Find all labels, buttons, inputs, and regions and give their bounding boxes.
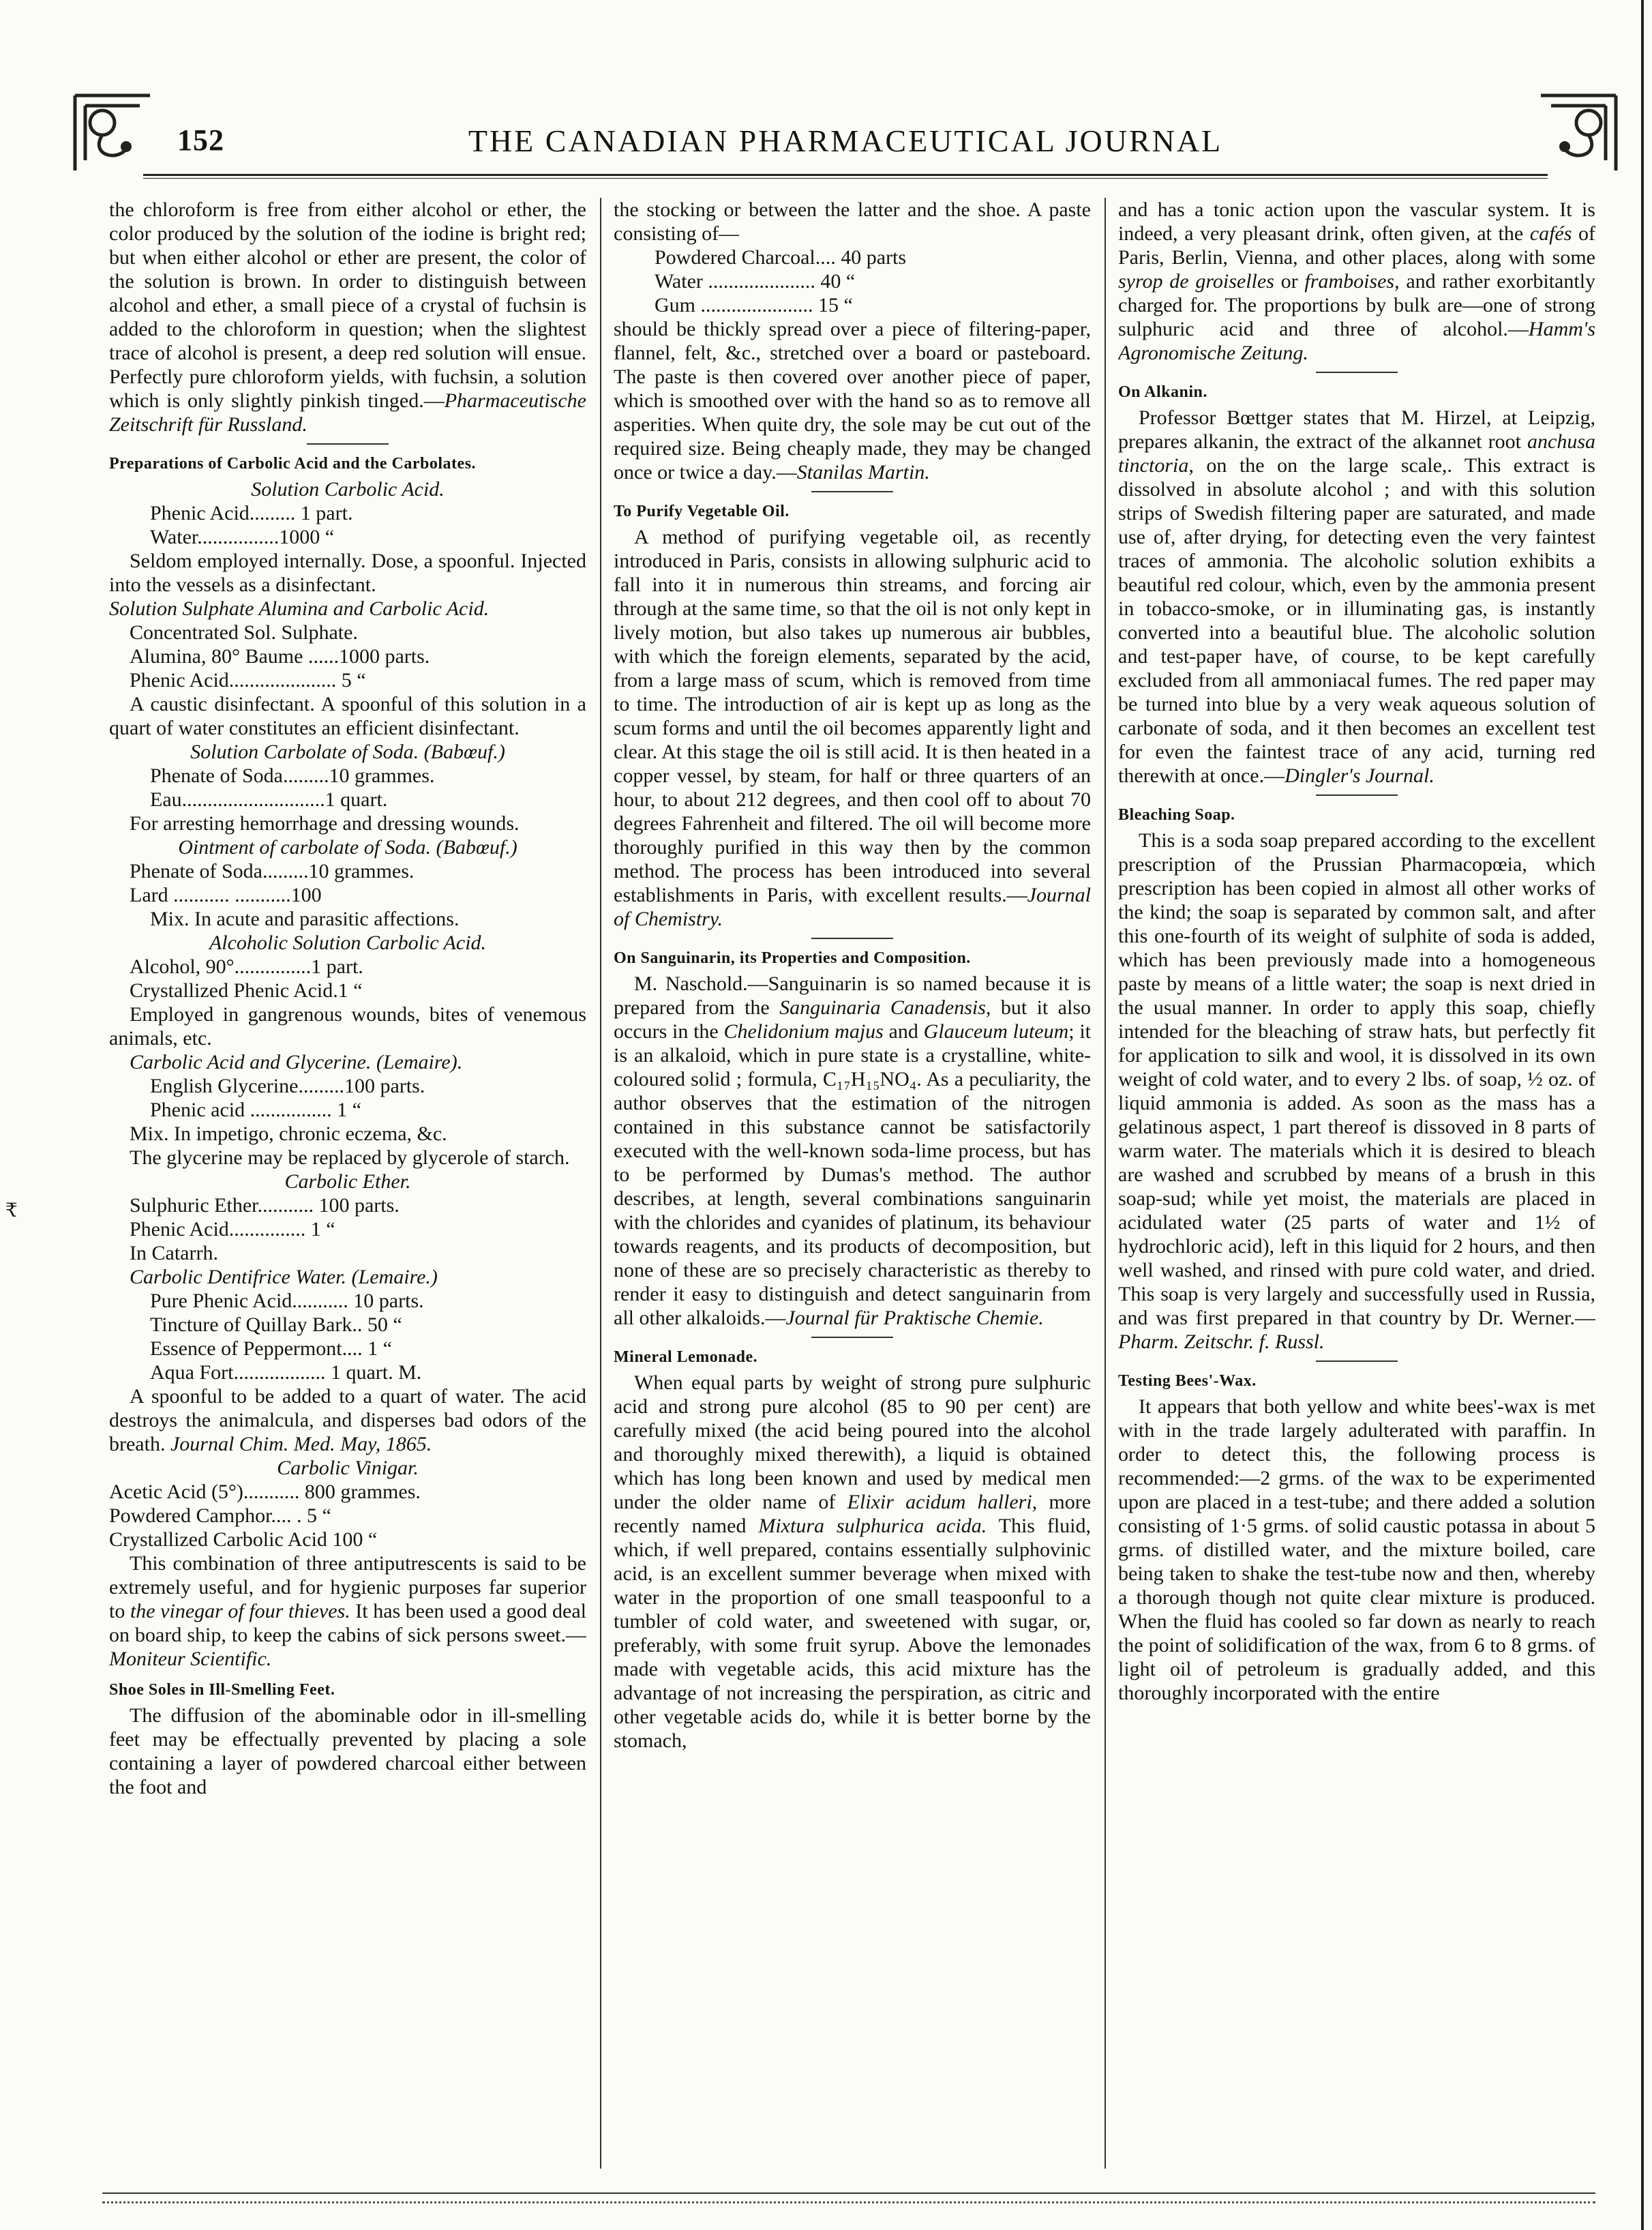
section-heading: To Purify Vegetable Oil.	[614, 503, 790, 520]
right-ornament-icon	[1527, 82, 1630, 184]
paragraph: For arresting hemorrhage and dressing wounds.	[130, 812, 520, 835]
recipe-title: Carbolic Vinigar.	[277, 1457, 419, 1479]
column-divider	[600, 198, 601, 2169]
recipe-line: Sulphuric Ether........... 100 parts.	[130, 1194, 400, 1217]
section-heading: Testing Bees'-Wax.	[1118, 1372, 1257, 1390]
column-2	[614, 198, 1091, 2182]
footer-border	[102, 2201, 1595, 2214]
margin-mark: ₹	[5, 1200, 18, 1221]
recipe-line: Eau............................1 quart.	[150, 788, 388, 811]
paragraph: This combination of three antiputrescents is said to be extremely useful, and for hygienic purposes far superior to the vinegar of four thieves. It has been used a good deal on board ship, to keep the cabins of sick persons sweet.—Moniteur Scientific.	[109, 1552, 586, 1670]
recipe-line: Alumina, 80° Baume ......1000 parts.	[130, 645, 430, 668]
paragraph: Professor Bœttger states that M. Hirzel, at Leipzig, prepares alkanin, the extract of the alkannet root anchusa tinctoria, on the on the large scale,. This extract is dissolved in absolute alcohol ; and with this solution strips of Swedish filtering paper are saturated, and made use of, after drying, for detecting even the very faintest traces of ammonia. The alcoholic solution exhibits a beautiful red colour, which, even by the ammonia present in tobacco-smoke, or in illuminating gas, is instantly converted into a beautiful blue. The alcoholic solution and test-paper have, of course, to be kept carefully excluded from all ammoniacal fumes. The red paper may be turned into blue by a very weak aqueous solution of carbonate of soda, and it then becomes an excellent test for even the faintest trace of any acid, turning red therewith at once.—Dingler's Journal.	[1118, 406, 1595, 787]
section-heading: Preparations of Carbolic Acid and the Carbolates.	[109, 455, 477, 473]
recipe-line: Alcohol, 90°...............1 part.	[130, 955, 363, 978]
section-heading: Shoe Soles in Ill-Smelling Feet.	[109, 1681, 335, 1699]
paragraph: the chloroform is free from either alcohol or ether, the color produced by the solution of the iodine is bright red; but when either alcohol or ether are present, the color of the solution is brown. In order to distinguish between alcohol and ether, a small piece of a crystal of fuchsin is added to the chloroform in question; when the slightest trace of alcohol is present, a deep red solution will ensue. Perfectly pure chloroform yields, with fuchsin, a solution which is only slightly pinkish tinged.—Pharmaceutische Zeitschrift für Russland.	[109, 198, 586, 436]
section-rule	[811, 1337, 893, 1338]
recipe-line: Lard ........... ...........100	[130, 884, 322, 906]
recipe-line: Essence of Peppermont.... 1 “	[150, 1337, 392, 1360]
paragraph: M. Naschold.—Sanguinarin is so named because it is prepared from the Sanguinaria Canadensis, but it also occurs in the Chelidonium majus and Glauceum luteum; it is an alkaloid, which in pure state is a crystalline, white-coloured solid ; formula, C₁₇H₁₅NO₄. As a peculiarity, the author observes that the estimation of the nitrogen contained in this substance cannot be satisfactorily executed with the well-known soda-lime process, but has to be performed by Dumas's method. The author describes, at length, several combinations sanguinarin with the chlorides and cyanides of platinum, its behaviour towards reagents, and its products of decomposition, but none of these are so precisely characteristic as thereby to render it easy to distinguish and detect sanguinarin from all other alkaloids.—Journal für Praktische Chemie.	[614, 972, 1091, 1329]
paragraph: A caustic disinfectant. A spoonful of this solution in a quart of water constitutes an efficient disinfectant.	[109, 693, 586, 739]
column-divider	[1105, 198, 1106, 2169]
paragraph: and has a tonic action upon the vascular system. It is indeed, a very pleasant drink, often given, at the cafés of Paris, Berlin, Vienna, and other places, along with some syrop de groiselles or framboises, and rather exorbitantly charged for. The proportions by bulk are—one of strong sulphuric acid and three of alcohol.—Hamm's Agronomische Zeitung.	[1118, 198, 1595, 364]
recipe-title: Alcoholic Solution Carbolic Acid.	[209, 932, 487, 954]
section-rule	[1316, 794, 1398, 796]
section-rule	[811, 491, 893, 492]
paragraph: When equal parts by weight of strong pure sulphuric acid and strong pure alcohol (85 to 90 per cent) are carefully mixed (the acid being poured into the alcohol and thoroughly mixed therewith), a liquid is obtained which has long been known and used by medical men under the older name of Elixir acidum halleri, more recently named Mixtura sulphurica acida. This fluid, which, if well prepared, contains essentially sulphovinic acid, is an excellent summer beverage when mixed with water in the proportion of one small teaspoonful to a tumbler of cold water, and sweetened with sugar, or, preferably, with some fruit syrup. Above the lemonades made with vegetable acids, this acid mixture has the advantage of not increasing the perspiration, as citric and other vegetable acids do, while it is better borne by the stomach,	[614, 1371, 1091, 1752]
column-3	[1118, 198, 1595, 2182]
recipe-line: Powdered Charcoal.... 40 parts	[655, 246, 907, 269]
section-heading: On Alkanin.	[1118, 383, 1207, 401]
footer-rule	[102, 2192, 1595, 2194]
recipe-line: Water................1000 “	[150, 526, 335, 548]
header-rule	[143, 174, 1548, 179]
recipe-line: Phenic Acid..................... 5 “	[130, 669, 366, 692]
section-heading: On Sanguinarin, its Properties and Composition.	[614, 949, 971, 967]
section-rule	[307, 443, 389, 445]
article-columns	[109, 198, 1609, 2182]
recipe-line: Phenic Acid............... 1 “	[130, 1218, 335, 1240]
journal-title: THE CANADIAN PHARMACEUTICAL JOURNAL	[468, 123, 1223, 158]
paragraph: The diffusion of the abominable odor in ill-smelling feet may be effectually prevented by placing a sole containing a layer of powdered charcoal either between the foot and	[109, 1704, 586, 1798]
paragraph: Seldom employed internally. Dose, a spoonful. Injected into the vessels as a disinfectant.	[109, 550, 586, 596]
recipe-title: Carbolic Ether.	[284, 1170, 411, 1193]
paragraph: should be thickly spread over a piece of filtering-paper, flannel, felt, &c., stretched over a board or pasteboard. The paste is then covered over another piece of paper, which is smoothed over with the hand so as to remove all asperities. When quite dry, the sole may be cut out of the required size. Being cheaply made, they may be changed once or twice a day.—Stanilas Martin.	[614, 318, 1091, 484]
recipe-line: Phenate of Soda.........10 grammes.	[150, 764, 435, 787]
recipe-line: Concentrated Sol. Sulphate.	[130, 621, 358, 644]
paragraph: The glycerine may be replaced by glycerole of starch.	[130, 1146, 570, 1169]
recipe-line: Gum ...................... 15 “	[655, 294, 853, 316]
recipe-line: Pure Phenic Acid........... 10 parts.	[150, 1290, 424, 1312]
recipe-title: Solution Sulphate Alumina and Carbolic Acid.	[109, 597, 490, 620]
recipe-line: English Glycerine.........100 parts.	[150, 1075, 425, 1097]
paragraph: A spoonful to be added to a quart of water. The acid destroys the animalcula, and disperses bad odors of the breath. Journal Chim. Med. May, 1865.	[109, 1385, 586, 1455]
recipe-line: Tincture of Quillay Bark.. 50 “	[150, 1313, 402, 1336]
recipe-line: Water ..................... 40 “	[655, 270, 856, 293]
recipe-title: Ointment of carbolate of Soda. (Babœuf.)	[178, 836, 517, 859]
recipe-title: Carbolic Dentifrice Water. (Lemaire.)	[130, 1266, 438, 1288]
paragraph: This is a soda soap prepared according to the excellent prescription of the Prussian Pharmacopœia, which prescription has been copied in almost all other works of the kind; the soap is separated by common salt, and after this one-fourth of its weight of sulphite of soda is added, which has been previously made into a homogeneous paste by means of a little water; the soap is next dried in the usual manner. In order to apply this soap, chiefly intended for the bleaching of straw hats, but perfectly fit for application to silk and wool, it is dissolved in its own weight of cold water, and to every 2 lbs. of soap, ½ oz. of liquid ammonia is added. As soon as the mass has a gelatinous aspect, 1 part thereof is dissoved in 8 parts of warm water. The materials which it is desired to bleach are washed and scrubbed by means of a brush in this soap-sud; while yet moist, the materials are placed in acidulated water (25 parts of water and 1½ of hydrochloric acid), left in this liquid for 2 hours, and then well washed, and rinsed with pure cold water, and dried. This soap is very largely and successfully used in Russia, and was first prepared in that country by Dr. Werner.—Pharm. Zeitschr. f. Russl.	[1118, 829, 1595, 1353]
section-rule	[1316, 372, 1398, 373]
page-edge-line	[1641, 0, 1644, 2230]
paragraph: Employed in gangrenous wounds, bites of venemous animals, etc.	[109, 1003, 586, 1050]
recipe-title: Solution Carbolate of Soda. (Babœuf.)	[190, 741, 505, 763]
page-number: 152	[177, 123, 224, 157]
section-heading: Mineral Lemonade.	[614, 1348, 758, 1366]
column-1	[109, 198, 586, 2182]
paragraph: A method of purifying vegetable oil, as recently introduced in Paris, consists in allowing sulphuric acid to fall into it in numerous thin streams, and forcing air through at the same time, so that the oil is not only kept in lively motion, but also takes up numerous air bubbles, with which the foreign elements, separated by the acid, from a large mass of scum, which is removed from time to time. The introduction of air is kept up as long as the scum forms and until the oil becomes apparently light and clear. At this stage the oil is still acid. It is then heated in a copper vessel, by steam, for half or three quarters of an hour, to about 212 degrees, and then cool off to about 70 degrees Fahrenheit and filtered. The oil will become more thoroughly purified in this way then by the common method. The process has been introduced into several establishments in Paris, with excellent results.—Journal of Chemistry.	[614, 526, 1091, 930]
recipe-line: Aqua Fort.................. 1 quart. M.	[150, 1361, 422, 1384]
page-header	[102, 82, 1589, 184]
recipe-line: Phenic acid ................ 1 “	[150, 1099, 361, 1121]
recipe-line: Phenic Acid......... 1 part.	[150, 502, 353, 524]
recipe-line: Crystallized Phenic Acid.1 “	[130, 979, 363, 1002]
paragraph: It appears that both yellow and white bees'-wax is met with in the trade largely adulterated with paraffin. In order to detect this, the following process is recommended:—2 grms. of the wax to be experimented upon are placed in a test-tube; and there added a solution consisting of 1·5 grms. of solid caustic potassa in about 5 grms. of distilled water, and the mixture boiled, care being taken to shake the test-tube now and then, whereby a thorough though not quite clear mixture is produced. When the fluid has cooled so far down as nearly to reach the point of solidification of the wax, from 6 to 8 grms. of light oil of petroleum is gradually added, and this thoroughly incorporated with the entire	[1118, 1395, 1595, 1704]
recipe-title: Carbolic Acid and Glycerine. (Lemaire).	[130, 1051, 463, 1073]
paragraph: the stocking or between the latter and the shoe. A paste consisting of—	[614, 198, 1091, 245]
recipe-line: Phenate of Soda.........10 grammes.	[130, 860, 415, 882]
recipe-line: Crystallized Carbolic Acid 100 “	[109, 1528, 378, 1551]
section-rule	[1316, 1361, 1398, 1362]
recipe-line: Powdered Camphor.... . 5 “	[109, 1504, 331, 1527]
recipe-line: Acetic Acid (5°)........... 800 grammes.	[109, 1481, 421, 1503]
paragraph: Mix. In acute and parasitic affections.	[150, 908, 460, 930]
paragraph: Mix. In impetigo, chronic eczema, &c.	[130, 1123, 447, 1145]
section-rule	[811, 938, 893, 939]
paragraph: In Catarrh.	[130, 1242, 218, 1264]
section-heading: Bleaching Soap.	[1118, 806, 1235, 824]
recipe-title: Solution Carbolic Acid.	[251, 478, 445, 501]
